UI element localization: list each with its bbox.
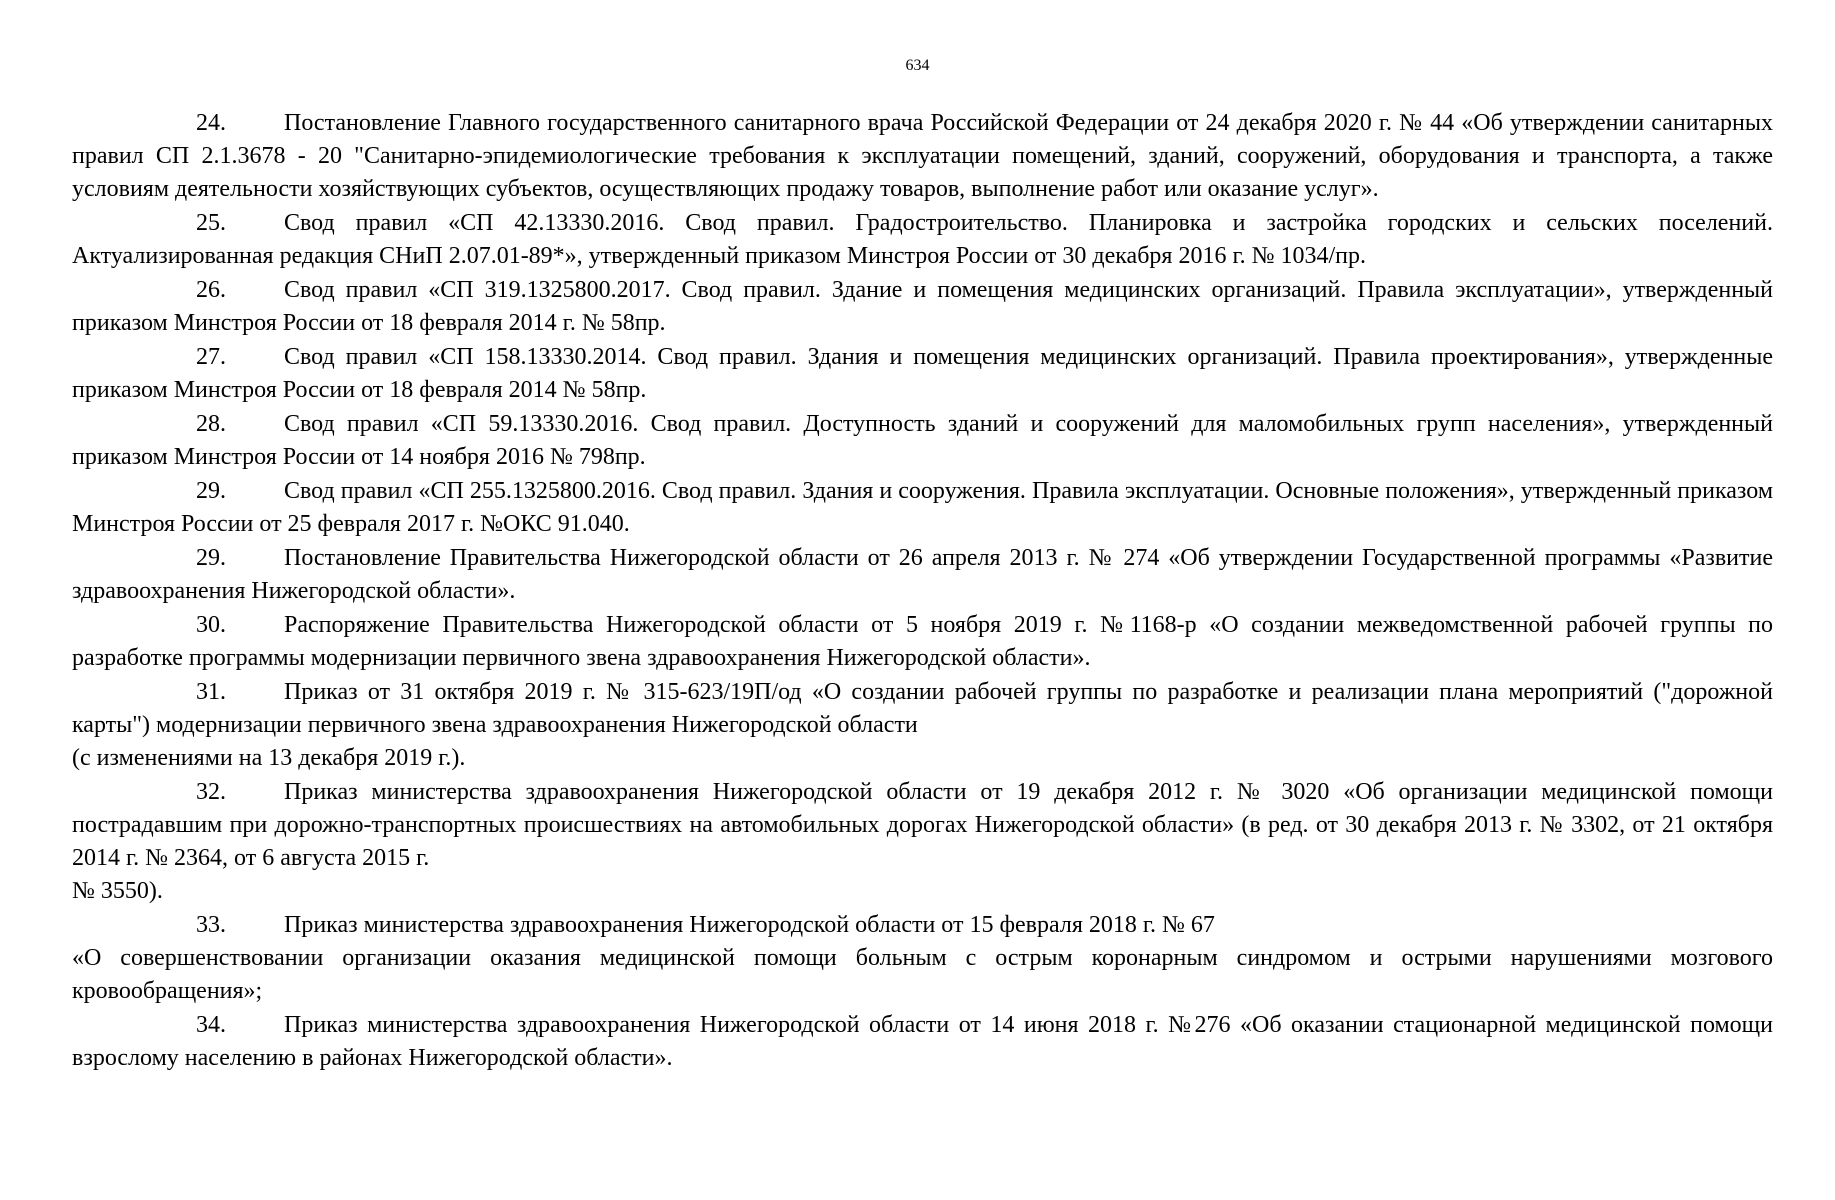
reference-number: 26. xyxy=(196,277,226,303)
reference-text: Свод правил «СП 158.13330.2014. Свод правил. Здания и помещения медицинских организаций. Правила проектирования», утвержденные приказом Минстроя России от 18 февраля 2014 № 58пр. xyxy=(72,344,1773,403)
reference-item xyxy=(72,475,1773,541)
reference-item xyxy=(72,542,1773,608)
reference-text: Свод правил «СП 42.13330.2016. Свод правил. Градостроительство. Планировка и застройка городских и сельских поселений. Актуализированная редакция СНиП 2.07.01-89*», утвержденный приказом Минстроя России от 30 декабря 2016 г. № 1034/пр. xyxy=(72,210,1773,269)
reference-number: 24. xyxy=(196,110,226,136)
reference-text: Приказ министерства здравоохранения Нижегородской области от 19 декабря 2012 г. № 3020 «Об организации медицинской помощи пострадавшим при дорожно-транспортных происшествиях на автомобильных дорогах Нижегородской области» (в ред. от 30 декабря 2013 г. № 3302, от 21 октября 2014 г. № 2364, от 6 августа 2015 г. xyxy=(72,779,1773,871)
reference-item xyxy=(72,909,1773,1008)
reference-number: 27. xyxy=(196,344,226,370)
reference-number: 29. xyxy=(196,545,226,571)
reference-text: (с изменениями на 13 декабря 2019 г.). xyxy=(72,745,466,771)
reference-item xyxy=(72,776,1773,908)
reference-number: 31. xyxy=(196,679,226,705)
reference-number: 30. xyxy=(196,612,226,638)
reference-number: 32. xyxy=(196,779,226,805)
reference-text: № 3550). xyxy=(72,878,163,904)
reference-item xyxy=(72,341,1773,407)
reference-number: 29. xyxy=(196,478,226,504)
reference-text: Приказ министерства здравоохранения Нижегородской области от 14 июня 2018 г. №276 «Об оказании стационарной медицинской помощи взрослому населению в районах Нижегородской области». xyxy=(72,1012,1773,1071)
reference-item xyxy=(72,107,1773,206)
reference-number: 33. xyxy=(196,912,226,938)
reference-text: Постановление Главного государственного санитарного врача Российской Федерации от 24 декабря 2020 г. № 44 «Об утверждении санитарных правил СП 2.1.3678 - 20 "Санитарно-эпидемиологические требования к эксплуатации помещений, зданий, сооружений, оборудования и транспорта, а также условиям деятельности хозяйствующих субъектов, осуществляющих продажу товаров, выполнение работ или оказание услуг». xyxy=(72,110,1773,202)
reference-text: Свод правил «СП 255.1325800.2016. Свод правил. Здания и сооружения. Правила эксплуатации. Основные положения», утвержденный приказом Минстроя России от 25 февраля 2017 г. №ОКС 91.040. xyxy=(72,478,1773,537)
reference-text: Свод правил «СП 59.13330.2016. Свод правил. Доступность зданий и сооружений для маломобильных групп населения», утвержденный приказом Минстроя России от 14 ноября 2016 № 798пр. xyxy=(72,411,1773,470)
reference-item xyxy=(72,274,1773,340)
reference-number: 28. xyxy=(196,411,226,437)
reference-number: 25. xyxy=(196,210,226,236)
reference-text: Распоряжение Правительства Нижегородской области от 5 ноября 2019 г. №1168-р «О создании межведомственной рабочей группы по разработке программы модернизации первичного звена здравоохранения Нижегородской области». xyxy=(72,612,1773,671)
reference-number: 34. xyxy=(196,1012,226,1038)
reference-text: Приказ от 31 октября 2019 г. № 315-623/19П/од «О создании рабочей группы по разработке и реализации плана мероприятий ("дорожной карты") модернизации первичного звена здравоохранения Нижегородской области xyxy=(72,679,1773,738)
reference-text: «О совершенствовании организации оказания медицинской помощи больным с острым коронарным синдромом и острыми нарушениями мозгового кровообращения»; xyxy=(72,945,1773,1004)
reference-item xyxy=(72,1009,1773,1075)
reference-item xyxy=(72,207,1773,273)
page-number: 634 xyxy=(905,57,930,74)
reference-item xyxy=(72,408,1773,474)
reference-item xyxy=(72,609,1773,675)
reference-item xyxy=(72,676,1773,775)
reference-text: Постановление Правительства Нижегородской области от 26 апреля 2013 г. № 274 «Об утверждении Государственной программы «Развитие здравоохранения Нижегородской области». xyxy=(72,545,1773,604)
reference-list xyxy=(72,107,1773,1076)
reference-text: Свод правил «СП 319.1325800.2017. Свод правил. Здание и помещения медицинских организаций. Правила эксплуатации», утвержденный приказом Минстроя России от 18 февраля 2014 г. № 58пр. xyxy=(72,277,1773,336)
reference-text: Приказ министерства здравоохранения Нижегородской области от 15 февраля 2018 г. № 67 xyxy=(284,912,1215,938)
